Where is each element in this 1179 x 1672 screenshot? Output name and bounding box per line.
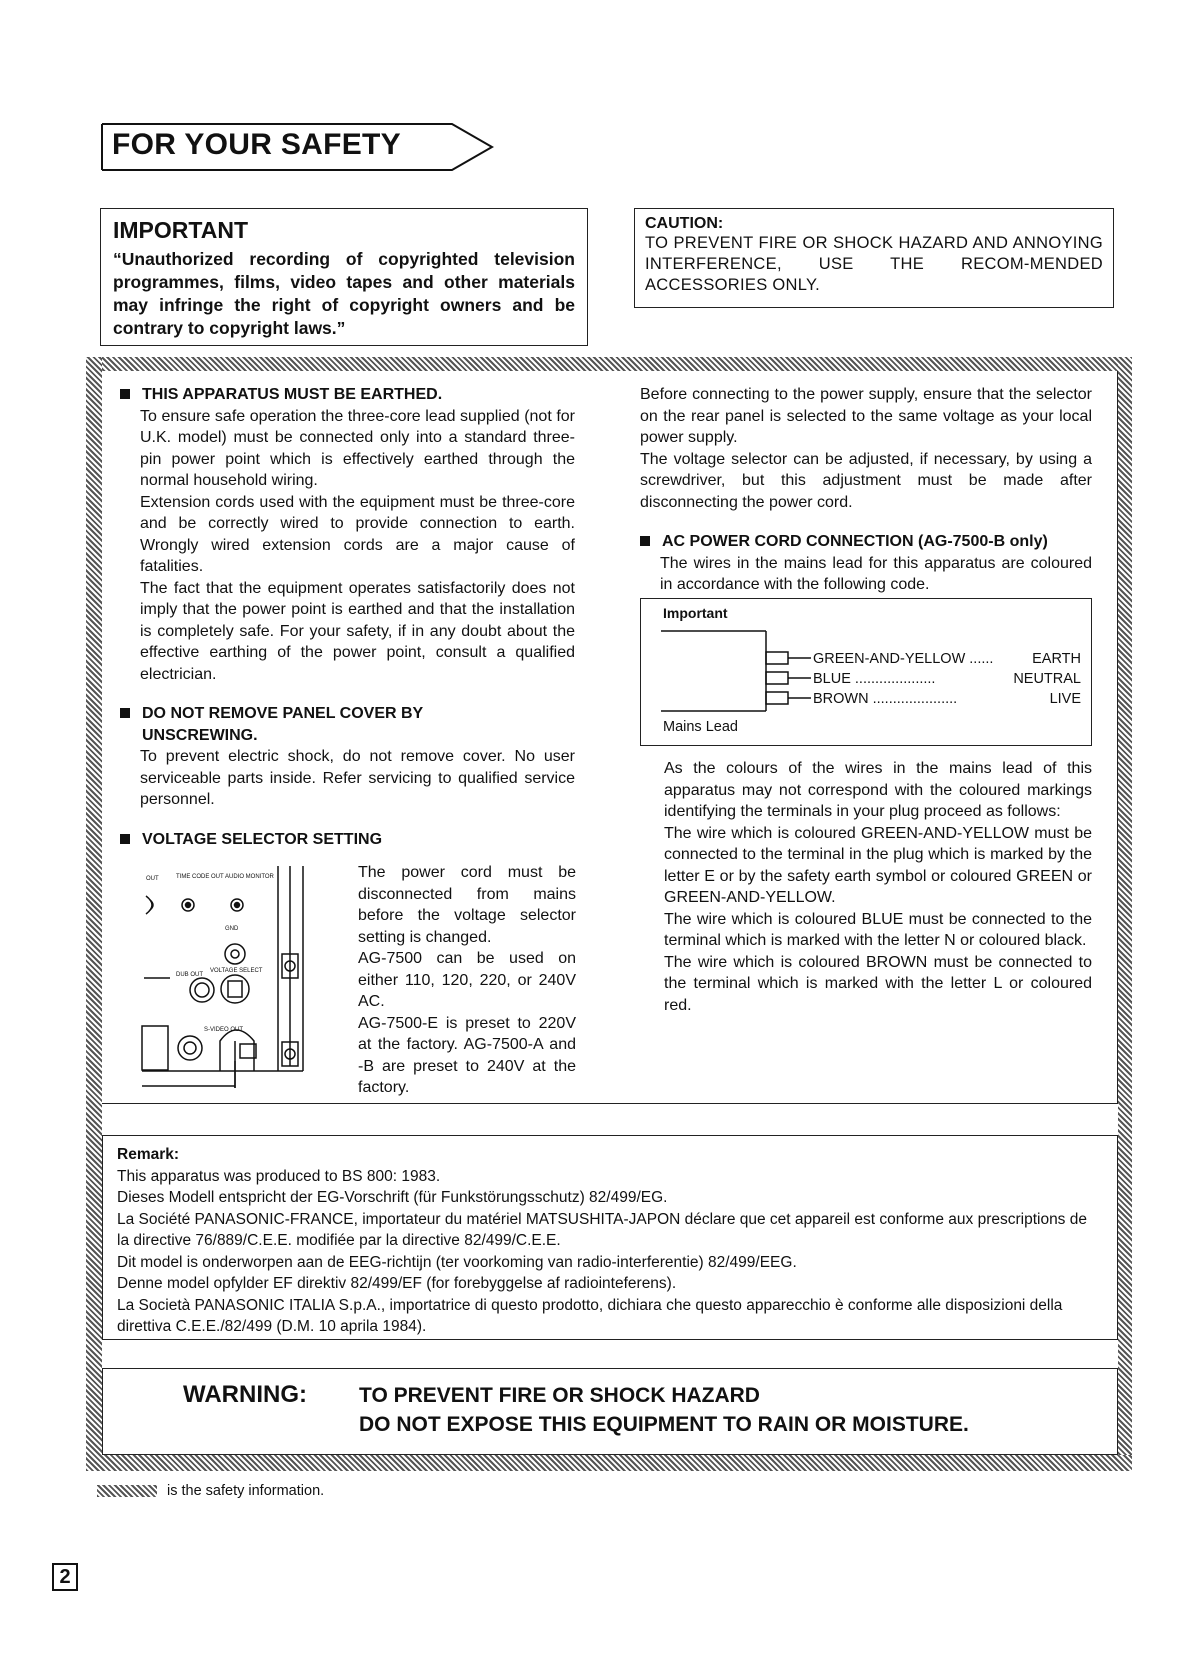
diagram-label: DUB OUT bbox=[176, 972, 203, 978]
remark-line: Dit model is onderworpen aan de EEG-richtijn (ter voorkoming van radio-interferentie) 82/499/EEG. bbox=[117, 1253, 797, 1271]
important-box bbox=[100, 208, 588, 346]
safety-hatch-gap bbox=[102, 1104, 1118, 1135]
power-supply-paragraph: Before connecting to the power supply, ensure that the selector on the rear panel is selected to the same voltage as your local power supply. bbox=[640, 386, 1092, 446]
mains-lead-label: Mains Lead bbox=[663, 719, 738, 735]
wire-row: GREEN-AND-YELLOW ...... EARTH bbox=[813, 651, 1081, 667]
safety-hatch-gap bbox=[102, 1340, 1118, 1368]
wire-paragraph: The wire which is coloured BLUE must be connected to the terminal which is marked with the letter N or coloured black. bbox=[664, 910, 1092, 949]
remark-line: This apparatus was produced to BS 800: 1983. bbox=[117, 1167, 441, 1185]
panel-cover-heading: DO NOT REMOVE PANEL COVER BY UNSCREWING. bbox=[120, 703, 575, 746]
earthed-heading: THIS APPARATUS MUST BE EARTHED. bbox=[120, 384, 575, 406]
safety-hatch-bottom bbox=[86, 1455, 1132, 1471]
table-label: Important bbox=[663, 605, 728, 621]
earthed-paragraph: To ensure safe operation the three-core lead supplied (not for U.K. model) must be connected only into a standard three-pin power point which is effectively earthed through the normal household wiring. bbox=[140, 407, 575, 489]
warning-box bbox=[102, 1368, 1118, 1455]
page-number: 2 bbox=[52, 1563, 78, 1591]
rear-panel-diagram bbox=[140, 866, 340, 1088]
copyright-notice: “Unauthorized recording of copyrighted television programmes, films, video tapes and other materials may infringe the right of copyright owners and be contrary to copyright laws.” bbox=[113, 249, 575, 338]
wire-paragraph: The wire which is coloured BROWN must be connected to the terminal which is marked with the letter L or coloured red. bbox=[664, 953, 1092, 1014]
voltage-adjust-paragraph: The voltage selector can be adjusted, if necessary, by using a screwdriver, but this adjustment must be made after disconnecting the power cord. bbox=[640, 450, 1092, 511]
important-title: IMPORTANT bbox=[113, 217, 249, 243]
section-heading bbox=[100, 118, 500, 176]
wire-colour-table bbox=[640, 598, 1092, 746]
bullet-square-icon bbox=[120, 389, 130, 399]
voltage-heading: VOLTAGE SELECTOR SETTING bbox=[120, 829, 575, 851]
wire-paragraph: The wire which is coloured GREEN-AND-YELLOW must be connected to the terminal in the plug which is marked by the letter E or by the safety earth symbol or coloured GREEN or GREEN-AND-YELLOW. bbox=[664, 824, 1092, 906]
remark-line: Dieses Modell entspricht der EG-Vorschrift (für Funkstörungsschutz) 82/499/EG. bbox=[117, 1189, 668, 1206]
remark-title: Remark: bbox=[117, 1146, 180, 1163]
earthed-paragraph: The fact that the equipment operates satisfactorily does not imply that the power point is earthed and that the installation is completely safe. For your safety, if in any doubt about the effective earthing of the power point, consult a qualified electrician. bbox=[140, 579, 575, 683]
caution-text: TO PREVENT FIRE OR SHOCK HAZARD AND ANNOYING INTERFERENCE, USE THE RECOM-MENDED ACCESSORIES ONLY. bbox=[645, 234, 1103, 294]
diagram-label: TIME CODE OUT bbox=[176, 874, 224, 880]
panel-cover-paragraph: To prevent electric shock, do not remove cover. No user serviceable parts inside. Refer servicing to qualified service personnel. bbox=[140, 748, 575, 808]
wire-rows bbox=[813, 649, 1081, 709]
wire-row: BLUE .................... NEUTRAL bbox=[813, 671, 1081, 687]
wire-instructions bbox=[664, 758, 1092, 1016]
bullet-square-icon bbox=[640, 536, 650, 546]
bullet-square-icon bbox=[120, 834, 130, 844]
wire-row: BROWN ..................... LIVE bbox=[813, 691, 1081, 707]
ac-cord-heading: AC POWER CORD CONNECTION (AG-7500-B only) bbox=[640, 531, 1092, 553]
remark-box bbox=[102, 1135, 1118, 1340]
diagram-label: AUDIO MONITOR bbox=[225, 874, 274, 880]
diagram-label: S-VIDEO OUT bbox=[204, 1027, 244, 1033]
caution-box bbox=[634, 208, 1114, 308]
diagram-label: GND bbox=[225, 926, 239, 932]
earthed-paragraph: Extension cords used with the equipment must be three-core and be correctly wired to provide connection to earth. Wrongly wired extension cords are a major cause of fatalities. bbox=[140, 493, 575, 575]
hatch-swatch-icon bbox=[97, 1485, 157, 1497]
voltage-text bbox=[358, 862, 576, 1099]
remark-line: La Società PANASONIC ITALIA S.p.A., importatrice di questo prodotto, dichiara che questo apparecchio è conforme alle disposizioni della direttiva C.E.E./82/499 (D.M. 10 aprila 1984). bbox=[117, 1296, 1063, 1335]
ac-cord-paragraph: The wires in the mains lead for this apparatus are coloured in accordance with the following code. bbox=[660, 554, 1092, 593]
safety-hatch-right bbox=[1118, 357, 1132, 1471]
caution-title: CAUTION: bbox=[645, 215, 724, 232]
safety-hatch-top bbox=[86, 357, 1132, 371]
bullet-square-icon bbox=[120, 708, 130, 718]
remark-line: Denne model opfylder EF direktiv 82/499/EF (for forebyggelse af radiointeferens). bbox=[117, 1275, 677, 1292]
voltage-paragraph: AG-7500-E is preset to 220V at the factory. AG-7500-A and -B are preset to 240V at the factory. bbox=[358, 1014, 576, 1096]
safety-legend: is the safety information. bbox=[97, 1483, 324, 1499]
page-title: FOR YOUR SAFETY bbox=[112, 128, 401, 161]
wire-paragraph: As the colours of the wires in the mains lead of this apparatus may not correspond with the coloured markings identifying the terminals in your plug proceed as follows: bbox=[664, 760, 1092, 820]
right-column bbox=[640, 384, 1092, 596]
diagram-label: OUT bbox=[146, 876, 159, 882]
left-column bbox=[120, 384, 575, 850]
warning-text: TO PREVENT FIRE OR SHOCK HAZARD DO NOT EXPOSE THIS EQUIPMENT TO RAIN OR MOISTURE. bbox=[359, 1384, 969, 1436]
warning-label: WARNING: bbox=[183, 1381, 307, 1408]
remark-line: La Société PANASONIC-FRANCE, importateur du matériel MATSUSHITA-JAPON déclare que cet appareil est conforme aux prescriptions de la directive 76/889/C.E.E. modifiée par la directive 82/499/C.E.E. bbox=[117, 1210, 1087, 1249]
voltage-paragraph: AG-7500 can be used on either 110, 120, 220, or 240V AC. bbox=[358, 950, 576, 1010]
diagram-label: VOLTAGE SELECT bbox=[210, 968, 263, 974]
safety-hatch-left bbox=[86, 357, 102, 1471]
voltage-paragraph: The power cord must be disconnected from mains before the voltage selector setting is changed. bbox=[358, 864, 576, 946]
